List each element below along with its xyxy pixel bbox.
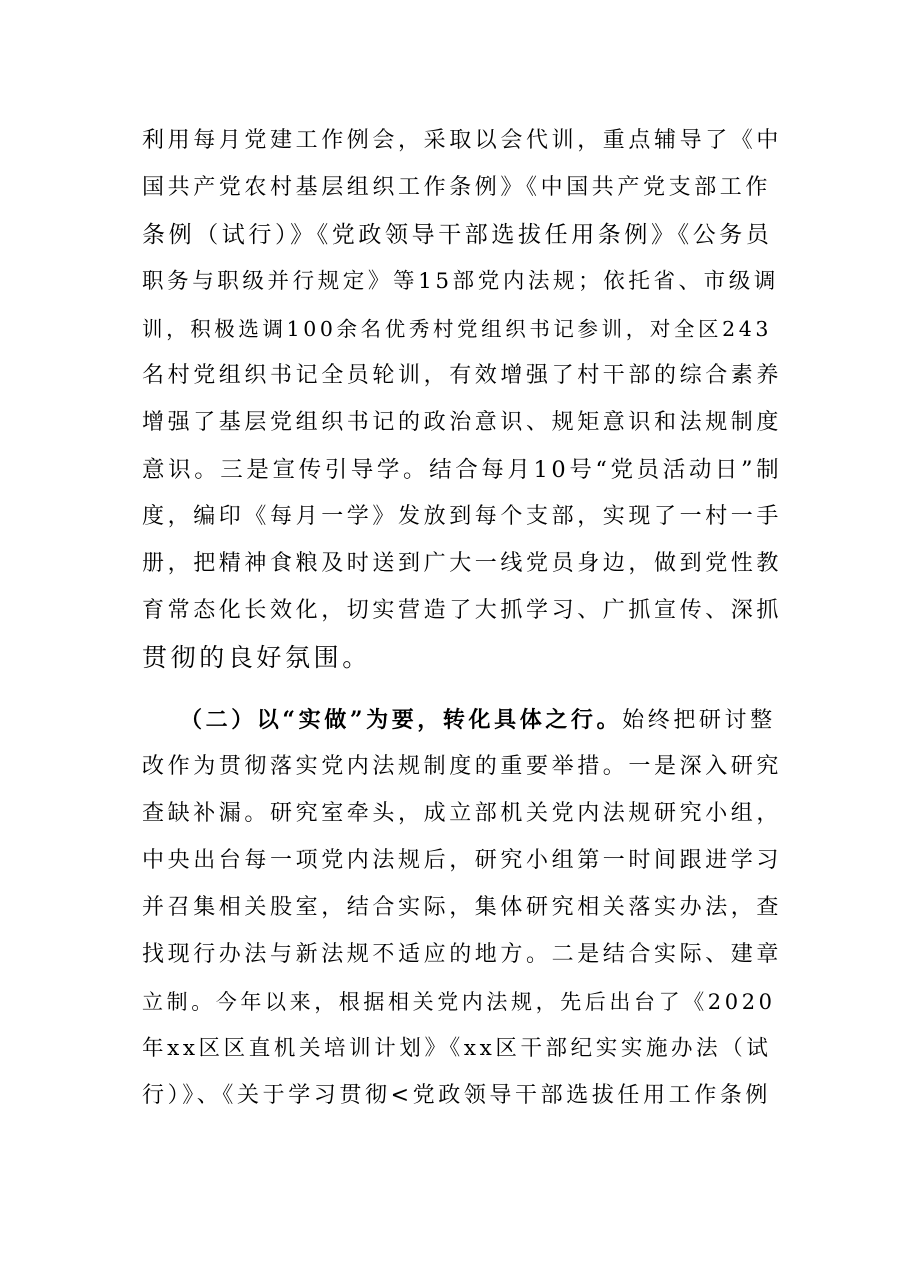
paragraph-line: 找现行办法与新法规不适应的地方。二是结合实际、建章 xyxy=(142,942,783,967)
paragraph-line: 中央出台每一项党内法规后，研究小组第一时间跟进学习 xyxy=(142,848,783,873)
paragraph-line: 册，把精神食粮及时送到广大一线党员身边，做到党性教 xyxy=(142,551,783,576)
paragraph-line: 度，编印《每月一学》发放到每个支部，实现了一村一手 xyxy=(142,504,783,529)
paragraph-line: 国共产党农村基层组织工作条例》《中国共产党支部工作 xyxy=(142,175,772,200)
paragraph-line: 意识。三是宣传引导学。结合每月10号“党员活动日”制 xyxy=(142,457,783,483)
paragraph-line: 利用每月党建工作例会，采取以会代训，重点辅导了《中 xyxy=(142,128,783,153)
section-heading-line xyxy=(180,700,782,740)
section-heading: （二）以“实做”为要，转化具体之行。 xyxy=(180,707,623,733)
paragraph-line: 并召集相关股室，结合实际，集体研究相关落实办法，查 xyxy=(142,895,783,920)
paragraph-line: 查缺补漏。研究室牵头，成立部机关党内法规研究小组， xyxy=(142,801,783,826)
paragraph-line: 条例（试行）》《党政领导干部选拔任用条例》《公务员 xyxy=(142,222,773,248)
paragraph-line: 训，积极选调100余名优秀村党组织书记参训，对全区243 xyxy=(142,317,773,341)
paragraph-line: 育常态化长效化，切实营造了大抓学习、广抓宣传、深抓 xyxy=(142,598,783,623)
paragraph-line: 名村党组织书记全员轮训，有效增强了村干部的综合素养 xyxy=(142,363,783,388)
paragraph-line: 增强了基层党组织书记的政治意识、规矩意识和法规制度 xyxy=(142,410,783,435)
paragraph-line: 贯彻的良好氛围。 xyxy=(142,643,371,672)
paragraph-line: 改作为贯彻落实党内法规制度的重要举措。一是深入研究 xyxy=(142,754,783,779)
section-heading-rest: 始终把研讨整 xyxy=(622,708,776,733)
paragraph-line: 立制。今年以来，根据相关党内法规，先后出台了《2020 xyxy=(142,990,776,1014)
paragraph-line: 职务与职级并行规定》等15部党内法规；依托省、市级调 xyxy=(142,269,779,294)
paragraph-line: 行）》、《关于学习贯彻<党政领导干部选拔任用工作条例 xyxy=(142,1083,772,1108)
paragraph-line: 年xx区区直机关培训计划》《xx区干部纪实实施办法（试 xyxy=(142,1036,772,1061)
